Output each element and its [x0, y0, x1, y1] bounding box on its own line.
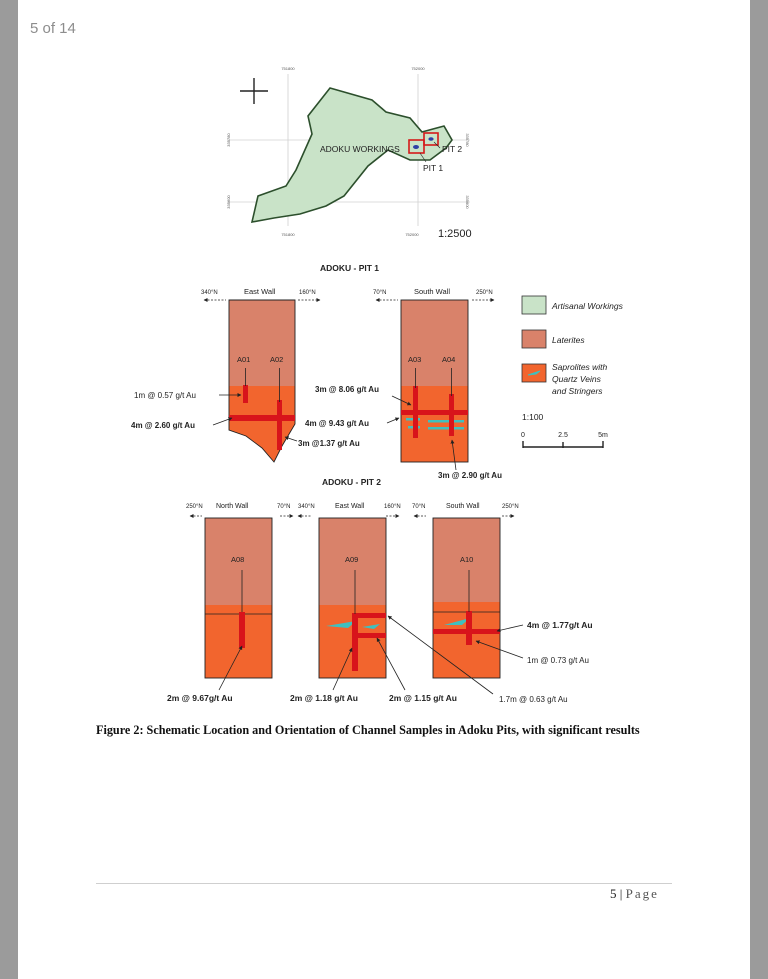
- pit1-channel-A02: A02: [270, 355, 284, 364]
- legend-artisanal: Artisanal Workings: [552, 301, 623, 311]
- pit2-result-3: 2m @ 9.67g/t Au: [167, 693, 233, 703]
- pit2-north-saprolite: [205, 605, 272, 678]
- pit2-result-1: 4m @ 1.77g/t Au: [527, 620, 593, 630]
- location-map: [226, 66, 472, 240]
- pit1-south-right-bearing: 250°N: [476, 290, 493, 296]
- legend-saprolites-line3: and Stringers: [552, 386, 603, 396]
- pit1-result-6: 3m @ 2.90 g/t Au: [438, 471, 502, 480]
- pit2-channel-A10: A10: [460, 555, 474, 564]
- footer-page-word: Page: [625, 886, 659, 901]
- north-cross-icon: [240, 78, 268, 104]
- pit1-east-right-bearing: 160°N: [299, 290, 316, 296]
- pit2-channel-A08: A08: [231, 555, 245, 564]
- pit1-south-wall-name: South Wall: [414, 287, 450, 296]
- pit1-channel-A01-sample: [243, 385, 248, 403]
- pit2-channel-A09: A09: [345, 555, 359, 564]
- pit2-south-right-bearing: 250°N: [502, 504, 519, 510]
- pit2-north-wall-name: North Wall: [216, 503, 249, 510]
- pit2-north-left-bearing: 250°N: [186, 504, 203, 510]
- pit2-east-wall-name: East Wall: [335, 503, 365, 510]
- legend-saprolites-line1: Saprolites with: [552, 362, 608, 372]
- page-indicator: 5 of 14: [30, 20, 76, 37]
- footer-page-number: 5: [610, 886, 617, 901]
- pit1-channel-A04: A04: [442, 355, 456, 364]
- pit1-section: [131, 263, 502, 480]
- map-label-pit1: PIT 1: [423, 163, 444, 173]
- grid-label-bottom-1: 751800: [281, 232, 295, 237]
- pit2-north-right-bearing: 70°N: [277, 504, 291, 510]
- pit1-south-laterite: [401, 300, 468, 386]
- pit2-marker: [428, 137, 433, 141]
- pit1-marker: [413, 145, 419, 149]
- grid-label-top-2: 752000: [411, 66, 425, 71]
- map-scale: 1:2500: [438, 228, 472, 240]
- legend-scale-tick-0: 0: [521, 432, 525, 439]
- pit2-east-right-bearing: 160°N: [384, 504, 401, 510]
- legend-scale-ratio: 1:100: [522, 412, 544, 422]
- pit2-title: ADOKU - PIT 2: [322, 477, 382, 487]
- pit2-south-wall-name: South Wall: [446, 503, 480, 510]
- pit2-result-6: 1.7m @ 0.63 g/t Au: [499, 695, 568, 704]
- pit1-result-3: 3m @ 8.06 g/t Au: [315, 385, 379, 394]
- pit1-south-channel-horizontal: [401, 410, 468, 415]
- legend-swatch-laterites: [522, 330, 546, 348]
- pit1-channel-A01: A01: [237, 355, 251, 364]
- pit1-title: ADOKU - PIT 1: [320, 263, 380, 273]
- figure-caption: Figure 2: Schematic Location and Orientation of Channel Samples in Adoku Pits, with significant results: [96, 723, 640, 737]
- pit2-result-2: 1m @ 0.73 g/t Au: [527, 656, 589, 665]
- grid-label-right-1: 335780: [465, 133, 470, 147]
- legend-laterites: Laterites: [552, 335, 585, 345]
- pit2-east-left-bearing: 340°N: [298, 504, 315, 510]
- grid-label-left-1: 335780: [226, 133, 231, 147]
- pit1-result-4: 4m @ 9.43 g/t Au: [305, 419, 369, 428]
- pit2-channel-A08-sample: [239, 612, 245, 648]
- grid-label-top-1: 751800: [281, 66, 295, 71]
- legend-scale-bar: [523, 441, 603, 448]
- grid-label-left-2: 335600: [226, 195, 231, 209]
- pit1-east-wall-name: East Wall: [244, 287, 276, 296]
- grid-label-right-2: 335600: [465, 195, 470, 209]
- pit1-east-channel-horizontal: [229, 415, 295, 421]
- pit1-south-saprolite: [401, 386, 468, 462]
- pit2-section: [167, 477, 593, 704]
- legend-scale-tick-2: 5m: [598, 432, 608, 439]
- grid-label-bottom-2: 752000: [405, 232, 419, 237]
- pit2-result-4: 2m @ 1.18 g/t Au: [290, 693, 358, 703]
- footer-divider: [96, 883, 672, 884]
- pit1-east-left-bearing: 340°N: [201, 290, 218, 296]
- pit1-channel-A04-sample: [449, 394, 454, 436]
- pit2-south-left-bearing: 70°N: [412, 504, 426, 510]
- pit1-east-laterite: [229, 300, 295, 386]
- pit2-result-5: 2m @ 1.15 g/t Au: [389, 693, 457, 703]
- pit1-channel-A03: A03: [408, 355, 422, 364]
- pit1-result-1: 1m @ 0.57 g/t Au: [134, 391, 196, 400]
- legend-saprolites-line2: Quartz Veins: [552, 374, 601, 384]
- pit1-result-5: 3m @1.37 g/t Au: [298, 439, 360, 448]
- page-footer: [610, 886, 659, 902]
- pit1-channel-A02-sample: [277, 400, 282, 450]
- legend-scale-tick-1: 2.5: [558, 432, 568, 439]
- legend-swatch-artisanal: [522, 296, 546, 314]
- pit1-result-2: 4m @ 2.60 g/t Au: [131, 421, 195, 430]
- pit1-channel-A03-sample: [413, 386, 418, 438]
- map-label-workings: ADOKU WORKINGS: [320, 144, 400, 154]
- pit1-south-left-bearing: 70°N: [373, 290, 387, 296]
- pit2-channel-A10-sample: [466, 611, 472, 645]
- footer-separator: |: [619, 886, 623, 901]
- map-label-pit2: PIT 2: [442, 144, 463, 154]
- pit2-channel-A09-sample: [352, 613, 358, 671]
- pit2-east-channel-lower: [356, 633, 386, 638]
- legend: [521, 296, 624, 448]
- pit1-east-saprolite: [229, 386, 295, 462]
